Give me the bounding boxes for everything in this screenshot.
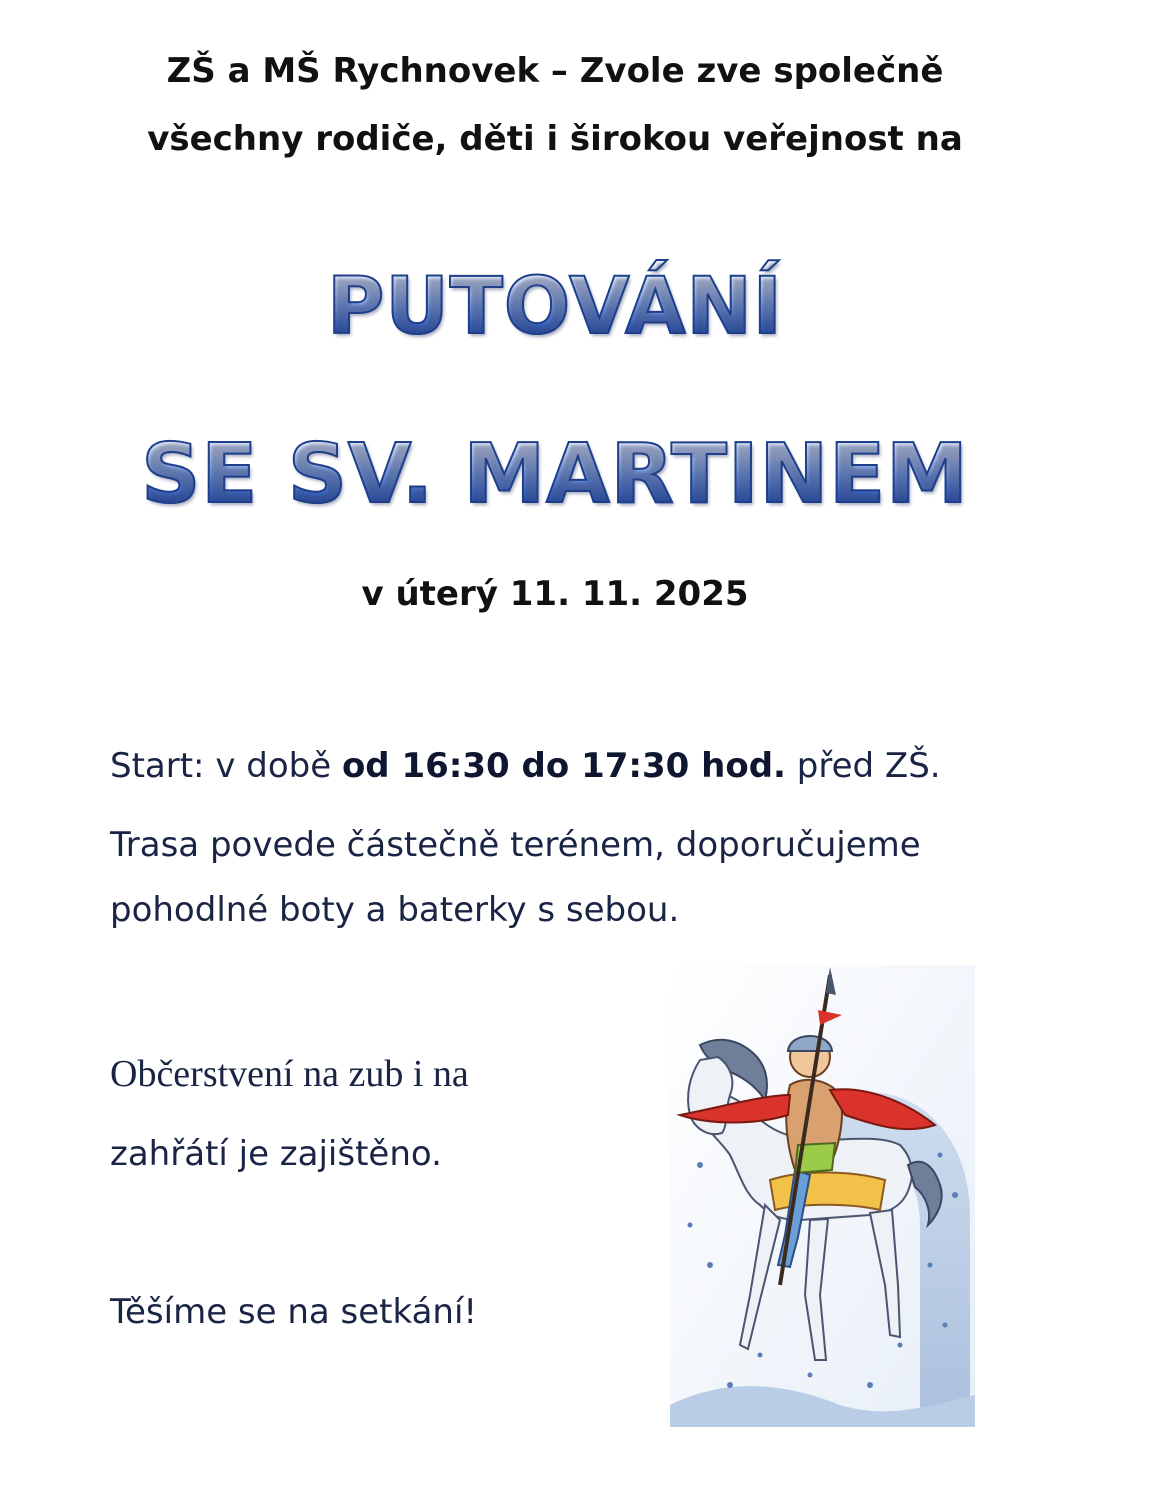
refreshment-line-2: zahřátí je zajištěno. [110, 1134, 442, 1174]
event-title-line-2 [0, 428, 1110, 522]
start-suffix: před ZŠ. [785, 746, 941, 786]
closing-line: Těšíme se na setkání! [110, 1292, 478, 1332]
route-line-2: pohodlné boty a baterky s sebou. [110, 890, 680, 930]
route-line-1: Trasa povede částečně terénem, doporučujeme [110, 825, 921, 865]
event-title-line-1 [0, 262, 1110, 352]
refreshment-line-1: Občerstvení na zub i na [110, 1053, 469, 1095]
start-prefix: Start: v době [110, 746, 342, 786]
event-date: v úterý 11. 11. 2025 [361, 574, 749, 614]
start-info [110, 744, 941, 788]
saint-martin-illustration [670, 965, 975, 1427]
intro-line-1: ZŠ a MŠ Rychnovek – Zvole zve společně [166, 51, 944, 91]
event-title-text-2: SE SV. MARTINEM [141, 427, 969, 522]
intro-line-2: všechny rodiče, děti i širokou veřejnost na [147, 119, 963, 159]
start-time: od 16:30 do 17:30 hod. [341, 746, 786, 786]
event-title-text-1: PUTOVÁNÍ [327, 262, 783, 352]
